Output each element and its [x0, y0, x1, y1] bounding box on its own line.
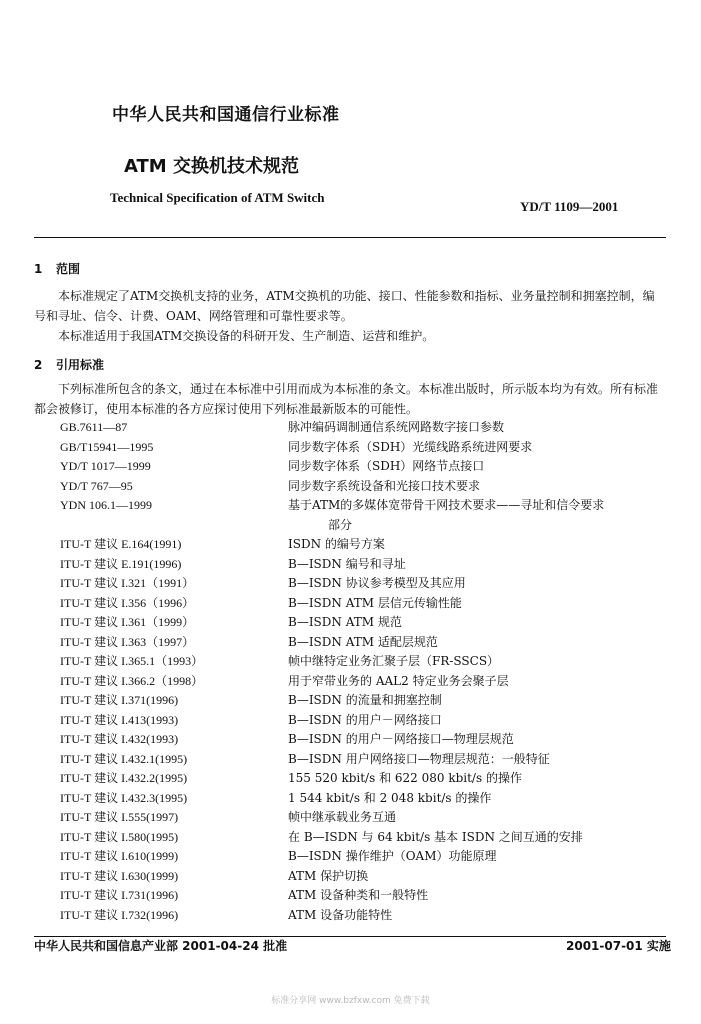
reference-list	[60, 418, 670, 925]
reference-title: ATM 设备功能特性	[288, 907, 393, 922]
reference-code: ITU-T 建议 I.361（1999）	[60, 615, 195, 629]
reference-title: 同步数字系统设备和光接口技术要求	[288, 478, 481, 493]
reference-title: ISDN 的编号方案	[288, 537, 385, 551]
reference-item	[60, 730, 670, 750]
reference-code: ITU-T 建议 I.432.2(1995)	[60, 771, 188, 785]
reference-code: ITU-T 建议 I.413(1993)	[60, 712, 179, 727]
reference-item	[60, 672, 670, 692]
reference-item	[60, 594, 670, 614]
reference-code: ITU-T 建议 I.731(1996)	[60, 888, 179, 902]
reference-item	[60, 789, 670, 809]
reference-item	[60, 652, 670, 672]
reference-title	[288, 496, 668, 535]
section-2-title: 引用标准	[56, 358, 105, 372]
section-2-number: 2	[34, 358, 43, 372]
reference-title: 1 544 kbit/s 和 2 048 kbit/s 的操作	[288, 790, 492, 805]
reference-item	[60, 555, 670, 575]
english-title: Technical Specification of ATM Switch	[110, 190, 325, 205]
section-1-heading	[34, 260, 80, 277]
section-2-heading	[34, 356, 104, 373]
reference-title: ATM 设备种类和一般特性	[288, 888, 429, 902]
reference-item	[60, 867, 670, 887]
reference-title: 帧中继特定业务汇聚子层（FR-SSCS）	[288, 654, 500, 668]
reference-item	[60, 886, 670, 906]
reference-title-line-2: 部分	[328, 517, 353, 532]
reference-item	[60, 418, 670, 438]
document-title: ATM 交换机技术规范	[124, 156, 299, 177]
reference-code: ITU-T 建议 I.363（1997）	[60, 634, 195, 649]
reference-title: 155 520 kbit/s 和 622 080 kbit/s 的操作	[288, 771, 522, 785]
reference-title: B—ISDN ATM 层信元传输性能	[288, 595, 462, 610]
reference-code: ITU-T 建议 I.555(1997)	[60, 810, 179, 824]
reference-code: ITU-T 建议 I.432(1993)	[60, 732, 179, 746]
reference-code: ITU-T 建议 E.191(1996)	[60, 556, 182, 571]
reference-item	[60, 613, 670, 633]
reference-item	[60, 750, 670, 770]
reference-item	[60, 769, 670, 789]
reference-title: B—ISDN 编号和寻址	[288, 556, 406, 571]
reference-code: YD/T 767—95	[60, 478, 133, 493]
section-1-title: 范围	[56, 262, 81, 276]
section-1-paragraph-2	[34, 326, 666, 346]
reference-title: 同步数字体系（SDH）网络节点接口	[288, 459, 485, 473]
reference-code: GB/T15941—1995	[60, 439, 154, 454]
header-divider	[34, 237, 666, 238]
site-watermark: 标准分享网 www.bzfxw.com 免费下载	[271, 996, 430, 1006]
section-1-para1-text: 本标准规定了ATM交换机支持的业务，ATM交换机的功能、接口、性能参数和指标、业务量控制和拥塞控制，编号和寻址、信令、计费、OAM、网络管理和可靠性要求等。	[34, 289, 655, 323]
reference-code: ITU-T 建议 I.432.1(1995)	[60, 751, 188, 766]
section-2-intro	[34, 379, 666, 419]
reference-item	[60, 691, 670, 711]
section-2-intro-text: 下列标准所包含的条文，通过在本标准中引用而成为本标准的条文。本标准出版时，所示版本均为有效。所有标准都会被修订，使用本标准的各方应探讨使用下列标准最新版本的可能性。	[34, 382, 659, 416]
reference-item	[60, 496, 670, 535]
section-1-number: 1	[34, 262, 43, 276]
reference-code: ITU-T 建议 I.732(1996)	[60, 907, 179, 922]
reference-item	[60, 633, 670, 653]
approval-line: 中华人民共和国信息产业部 2001-04-24 批准	[34, 939, 288, 953]
reference-item	[60, 828, 670, 848]
reference-code: GB.7611—87	[60, 420, 128, 434]
reference-title-line-1: 基于ATM的多媒体宽带骨干网技术要求——寻址和信令要求	[288, 498, 605, 512]
reference-item	[60, 906, 670, 926]
reference-item	[60, 711, 670, 731]
reference-title: B—ISDN 的流量和拥塞控制	[288, 693, 442, 707]
implementation-date: 2001-07-01 实施	[566, 939, 671, 953]
reference-code: ITU-T 建议 I.580(1995)	[60, 829, 179, 844]
reference-code: ITU-T 建议 I.365.1（1993）	[60, 654, 204, 668]
reference-title: B—ISDN 的用户－网络接口	[288, 712, 442, 727]
reference-item	[60, 574, 670, 594]
reference-code: ITU-T 建议 I.630(1999)	[60, 868, 179, 883]
reference-title: 用于窄带业务的 AAL2 特定业务会聚子层	[288, 673, 509, 688]
reference-item	[60, 457, 670, 477]
reference-code: ITU-T 建议 E.164(1991)	[60, 537, 182, 551]
reference-title: 帧中继承载业务互通	[288, 810, 397, 824]
reference-title: B—ISDN ATM 适配层规范	[288, 634, 438, 649]
reference-code: ITU-T 建议 I.610(1999)	[60, 849, 179, 863]
reference-code: ITU-T 建议 I.321（1991）	[60, 576, 195, 590]
reference-item	[60, 847, 670, 867]
reference-item	[60, 808, 670, 828]
reference-title: B—ISDN 用户网络接口—物理层规范：一般特征	[288, 751, 550, 766]
reference-title: B—ISDN ATM 规范	[288, 615, 402, 629]
reference-title: 在 B—ISDN 与 64 kbit/s 基本 ISDN 之间互通的安排	[288, 829, 583, 844]
reference-code: ITU-T 建议 I.366.2（1998）	[60, 673, 204, 688]
section-1-para2-text: 本标准适用于我国ATM交换设备的科研开发、生产制造、运营和维护。	[58, 329, 435, 343]
reference-title: ATM 保护切换	[288, 868, 369, 883]
reference-code: ITU-T 建议 I.371(1996)	[60, 693, 179, 707]
reference-item	[60, 477, 670, 497]
reference-code: YD/T 1017—1999	[60, 459, 151, 473]
reference-title: B—ISDN 操作维护（OAM）功能原理	[288, 849, 497, 863]
reference-title: 同步数字体系（SDH）光缆线路系统进网要求	[288, 439, 533, 454]
reference-code: ITU-T 建议 I.356（1996）	[60, 595, 195, 610]
org-title: 中华人民共和国通信行业标准	[112, 105, 340, 125]
standard-code: YD/T 1109—2001	[520, 199, 619, 214]
reference-title: B—ISDN 的用户－网络接口—物理层规范	[288, 732, 514, 746]
reference-title: 脉冲编码调制通信系统网路数字接口参数	[288, 420, 505, 434]
reference-title: B—ISDN 协议参考模型及其应用	[288, 576, 466, 590]
section-1-paragraph-1	[34, 286, 666, 326]
reference-item	[60, 438, 670, 458]
reference-item	[60, 535, 670, 555]
reference-code: YDN 106.1—1999	[60, 498, 152, 512]
reference-code: ITU-T 建议 I.432.3(1995)	[60, 790, 188, 805]
